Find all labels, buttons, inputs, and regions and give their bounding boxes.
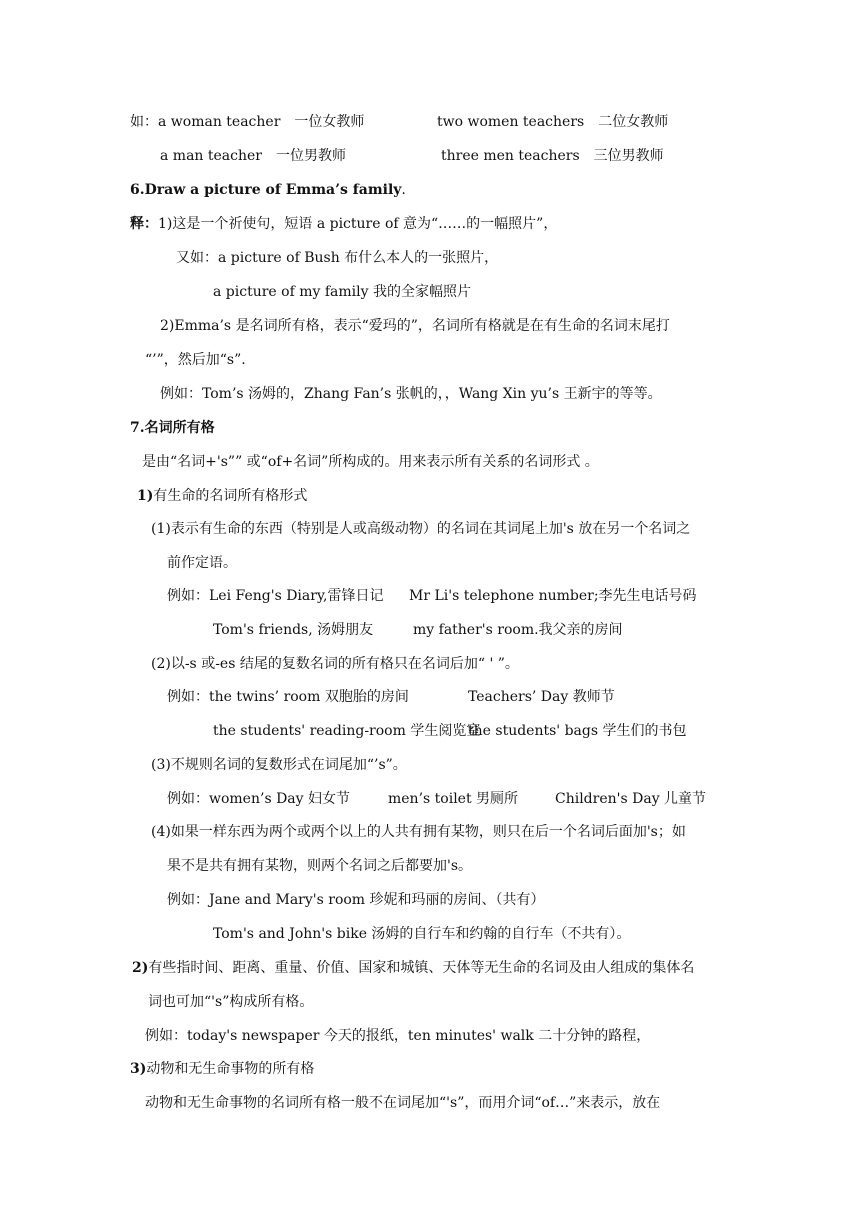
rule-1-line-2: 前作定语。 [167,555,237,571]
subsection-2-line-1 [132,959,694,977]
example-family-picture: a picture of my family 我的全家幅照片 [213,284,471,300]
explanation-text-1: 1)这是一个祈使句，短语 a picture of 意为“……的一幅照片”， [158,216,558,232]
definition-line: 是由“名词+'s”” 或“of+名词”所构成的。用来表示所有关系的名词形式 。 [142,454,599,470]
example-fathers-room: my father's room.我父亲的房间 [413,622,623,638]
example-lei-feng: 例如：Lei Feng's Diary,雷锋日记 [167,588,384,604]
explanation-label: 释： [130,216,158,232]
subsection-2-line-2: 词也可加“'s”构成所有格。 [148,994,314,1010]
explanation-line-2-cont: “’”，然后加“s”. [145,352,246,368]
example-possessives: 例如：Tom’s 汤姆的，Zhang Fan’s 张帆的，，Wang Xin yu’s 王新宇的等等。 [160,386,662,402]
rule-3: (3)不规则名词的复数形式在词尾加“’s”。 [151,757,407,773]
explanation-line-1 [130,215,557,233]
section-7-heading: 7.名词所有格 [130,420,215,436]
example-teachers-day: Teachers’ Day 教师节 [468,689,615,705]
section-6-heading [130,181,406,199]
subsection-2-text: 有些指时间、距离、重量、价值、国家和城镇、天体等无生命的名词及由人组成的集体名 [148,960,695,976]
subsection-1-heading [137,487,307,505]
subsection-1-title: 有生命的名词所有格形式 [153,488,308,504]
example-tom-john: Tom's and John's bike 汤姆的自行车和约翰的自行车（不共有）。 [213,926,631,942]
subsection-3-title: 动物和无生命事物的所有格 [146,1061,315,1077]
subsection-3-heading [130,1060,314,1078]
example-reading-room: the students' reading-room 学生阅览室 [213,723,481,739]
rule-4-line-1: (4)如果一样东西为两个或两个以上的人共有拥有某物，则只在后一个名词后面加's；如 [151,824,686,840]
example-men-teachers: three men teachers 三位男教师 [441,148,664,164]
subsection-3-number: 3) [130,1061,147,1077]
example-newspaper: 例如：today's newspaper 今天的报纸，ten minutes' walk 二十分钟的路程， [145,1028,651,1044]
example-woman-teacher: 如：a woman teacher 一位女教师 [130,114,365,130]
example-bush-picture: 又如：a picture of Bush 布什么本人的一张照片， [176,250,499,266]
example-toms-friends: Tom's friends, 汤姆朋友 [213,622,374,638]
example-mr-li: Mr Li's telephone number;李先生电话号码 [409,588,697,604]
example-jane-mary: 例如：Jane and Mary's room 珍妮和玛丽的房间、（共有） [167,892,545,908]
example-women-teachers: two women teachers 二位女教师 [437,114,669,130]
example-womens-day: 例如：women’s Day 妇女节 [167,791,351,807]
subsection-2-number: 2) [132,960,149,976]
rule-2: (2)以-s 或-es 结尾的复数名词的所有格只在名词后加“ ' ”。 [151,656,519,672]
rule-1-line-1: (1)表示有生命的东西（特别是人或高级动物）的名词在其词尾上加's 放在另一个名词之 [151,521,691,537]
subsection-1-number: 1) [137,488,154,504]
section-6-period: . [401,182,406,198]
example-students-bags: the students' bags 学生们的书包 [468,723,687,739]
section-6-title: 6.Draw a picture of Emma’s family [130,182,402,198]
example-twins-room: 例如：the twins’ room 双胞胎的房间 [167,689,409,705]
example-childrens-day: Children's Day 儿童节 [555,791,707,807]
rule-4-line-2: 果不是共有拥有某物，则两个名词之后都要加's。 [167,858,473,874]
example-mens-toilet: men’s toilet 男厕所 [388,791,519,807]
example-man-teacher: a man teacher 一位男教师 [160,148,346,164]
subsection-3-text: 动物和无生命事物的名词所有格一般不在词尾加“'s”，而用介词“of…”来表示，放在 [145,1095,661,1111]
explanation-line-2: 2)Emma’s 是名词所有格，表示“爱玛的”，名词所有格就是在有生命的名词末尾打 [160,318,670,334]
